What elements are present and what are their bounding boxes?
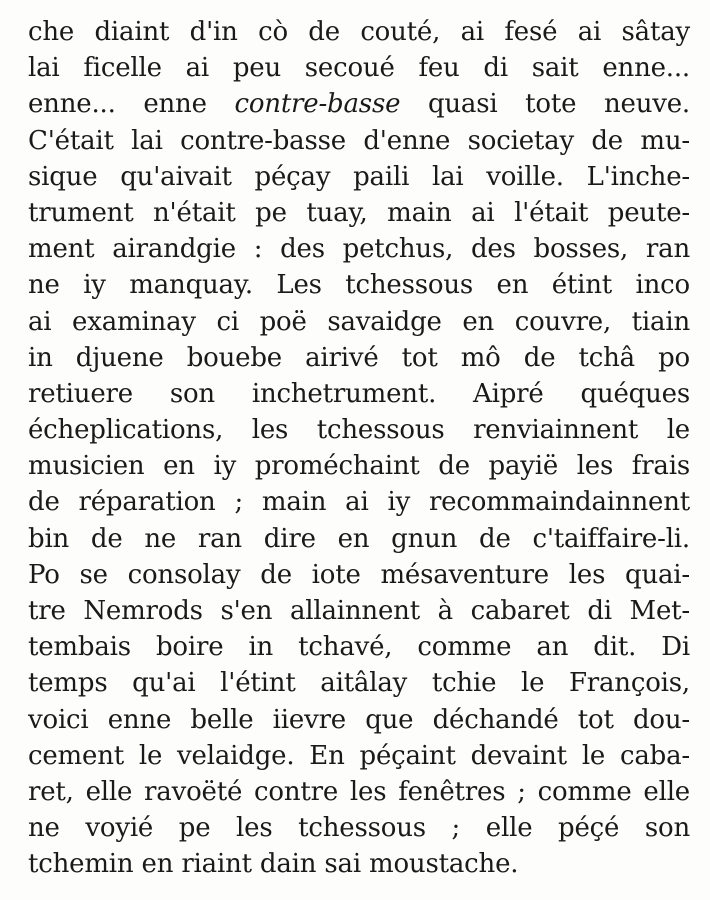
line-text: voici enne belle iievre que déchandé tot dou- bbox=[28, 704, 690, 735]
line-text: ment airandgie : des petchus, des bosses, ran bbox=[28, 234, 690, 265]
text-line bbox=[28, 774, 690, 810]
text-line bbox=[28, 304, 690, 340]
line-text: tre Nemrods s'en allainnent à cabaret di Met- bbox=[28, 596, 690, 626]
line-text: Po se consolay de iote mésaventure les quai- bbox=[28, 559, 690, 590]
text-line bbox=[28, 376, 690, 412]
line-text: C'était lai contre-basse d'enne societay de mu- bbox=[28, 125, 690, 156]
line-text: che diaint d'in cò de couté, ai fesé ai sâtay bbox=[28, 17, 690, 47]
line-text: ret, elle ravoëté contre les fenêtres ; comme elle bbox=[28, 776, 690, 807]
text-line bbox=[28, 159, 690, 195]
text-line bbox=[28, 702, 690, 738]
line-text: bin de ne ran dire en gnun de c'taiffaire-li. bbox=[28, 523, 690, 554]
line-text: ai examinay ci poë savaidge en couvre, tiain bbox=[28, 306, 690, 337]
line-text: enne... enne bbox=[28, 89, 235, 120]
text-line bbox=[28, 593, 690, 629]
line-text: cement le velaidge. En péçaint devaint le caba- bbox=[28, 740, 690, 771]
text-line bbox=[28, 340, 690, 376]
paragraph bbox=[28, 14, 690, 883]
text-line bbox=[28, 557, 690, 593]
text-line bbox=[28, 448, 690, 484]
text-line bbox=[28, 810, 690, 846]
text-line bbox=[28, 123, 690, 159]
line-text: ne iy manquay. Les tchessous en étint inco bbox=[28, 270, 690, 301]
line-text: tchemin en riaint dain sai moustache. bbox=[28, 849, 519, 880]
text-line bbox=[28, 629, 690, 665]
line-text: de réparation ; main ai iy recommaindainnent bbox=[28, 487, 690, 518]
text-line bbox=[28, 14, 690, 50]
line-text: temps qu'ai l'étint aitâlay tchie le François, bbox=[28, 668, 690, 699]
line-text: sique qu'aivait péçay paili lai voille. L'inche- bbox=[28, 161, 690, 192]
line-text: lai ficelle ai peu secoué feu di sait enne... bbox=[28, 53, 690, 84]
text-line bbox=[28, 86, 690, 122]
line-text-continued: quasi tote neuve. bbox=[400, 89, 690, 120]
text-line bbox=[28, 484, 690, 520]
text-line bbox=[28, 846, 690, 882]
text-line bbox=[28, 412, 690, 448]
line-text: écheplications, les tchessous renviainnent le bbox=[28, 415, 690, 446]
line-text: ne voyié pe les tchessous ; elle péçé son bbox=[28, 813, 690, 844]
italic-term: contre-basse bbox=[234, 89, 401, 120]
text-line bbox=[28, 50, 690, 86]
text-line bbox=[28, 231, 690, 267]
text-line bbox=[28, 738, 690, 774]
line-text: musicien en iy proméchaint de payië les frais bbox=[28, 451, 690, 482]
line-text: trument n'était pe tuay, main ai l'était peute- bbox=[28, 197, 690, 228]
line-text: retiuere son inchetrument. Aipré quéques bbox=[28, 378, 690, 409]
text-line bbox=[28, 665, 690, 701]
text-line bbox=[28, 521, 690, 557]
text-line bbox=[28, 267, 690, 303]
line-text: tembais boire in tchavé, comme an dit. Di bbox=[28, 632, 690, 663]
line-text: in djuene bouebe airivé tot mô de tchâ po bbox=[28, 342, 690, 373]
text-line bbox=[28, 195, 690, 231]
